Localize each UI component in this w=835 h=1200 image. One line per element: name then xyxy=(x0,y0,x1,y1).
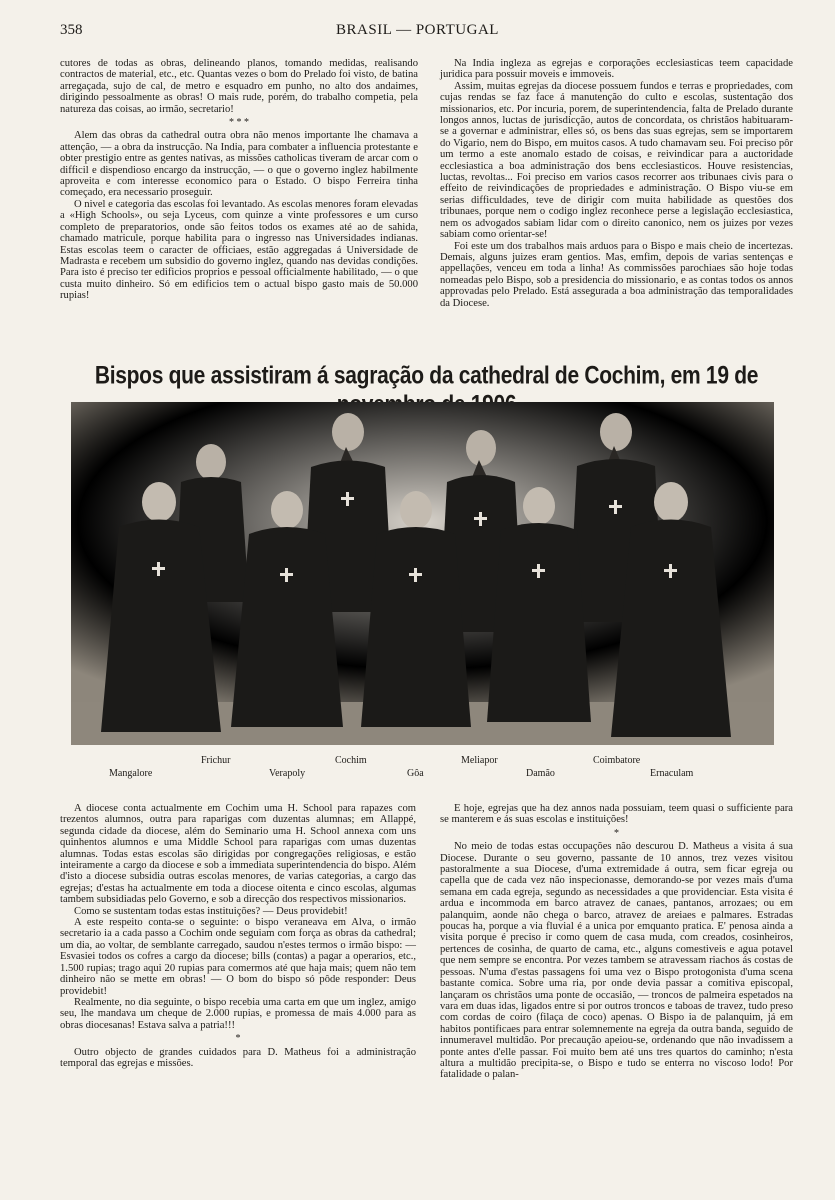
bishops-photo-illustration xyxy=(71,402,774,745)
paragraph: Assim, muitas egrejas da diocese possuem fundos e terras e propriedades, com cujas rendas se faz face á manutenção do culto e escolas, sustentação dos missionarios, etc. Por incuria, porem, de superintendencia, falta de Prelado durante longos annos, luctas de jurisdicção, autos de concordata, os christãos habituaram-se a governar e administrar, elles só, os bens das suas egrejas, sem se importarem do Vigario, nem do Bispo, em muitos casos. A tudo chamavam seu. Foi preciso pôr um termo a este anomalo estado de coisas, e reivindicar para a auctoridade ecclesiastica a boa administração dos bens ecclesiasticos. Houve resistencias, luctas, revoltas... Foi preciso em varios casos recorrer aos tribunaes civis para o effeito de reivindicações de propriedades e administração. O Bispo viu-se em serias difficuldades, teve de dirigir com muita habilidade as questões dos tribunaes, porque nem o codigo inglez reconhece perse a legislação ecclesiastica, nem os advogados sabiam lidar com o direito canonico, nem os juizes por vezes sabiam como orientar-se! xyxy=(440,80,793,241)
photo-captions xyxy=(71,755,774,785)
column-bottom-right xyxy=(440,803,793,1081)
caption-coimbatore: Coimbatore xyxy=(593,755,641,766)
photo-title: Bispos que assistiram á sagração da cathedral de Cochim, em 19 de xyxy=(94,362,759,390)
caption-verapoly: Verapoly xyxy=(269,768,306,779)
paragraph: Foi este um dos trabalhos mais arduos para o Bispo e mais cheio de incertezas. Demais, alguns juizes eram gentios. Mas, emfim, depois de varias sentenças e appellações, venceu em toda a linha! As commissões parochiaes são hoje todas nomeadas pelo Bispo, sob a presidencia do missionario, e as contas todos os annos approvadas pelo Prelado. Está assegurada a boa administração das temporalidades da Diocese. xyxy=(440,240,793,309)
column-top-left xyxy=(60,58,418,302)
paragraph: Alem das obras da cathedral outra obra não menos importante lhe chamava a attenção, — a obra da instrucção. Na India, para combater a influencia protestante e obter prestigio entre as gentes nativas, as missões catholicas tiveram de arcar com o difficil e dispendioso encargo da instrucção, — o que o governo inglez habilmente aproveita e com interesse economico para o Estado. O bispo Ferreira tinha começado, era necessario proseguir. xyxy=(60,130,418,199)
running-title: BRASIL — PORTUGAL xyxy=(336,22,499,38)
caption-ernaculam: Ernaculam xyxy=(650,768,694,779)
paragraph: cutores de todas as obras, delineando planos, tomando medidas, realisando contractos de material, etc., etc. Quantas vezes o bom do Prelado foi visto, de batina arregaçada, sujo de cal, de metro e esquadro em punho, no alto dos andaimes, dirigindo pessoalmente as obras! O mais rude, porém, do trabalho competia, pela natureza das coisas, ao irmão, secretario! xyxy=(60,58,418,115)
caption-cochim: Cochim xyxy=(335,755,367,766)
group-photograph xyxy=(71,402,774,745)
section-separator: * xyxy=(235,1033,241,1045)
column-top-right xyxy=(440,58,793,309)
page-number: 358 xyxy=(60,22,83,38)
caption-damao: Damão xyxy=(526,768,555,779)
caption-frichur: Frichur xyxy=(201,755,231,766)
section-separator: * * * xyxy=(229,117,249,129)
paragraph: A este respeito conta-se o seguinte: o bispo veraneava em Alva, o irmão secretario ia a cada passo a Cochim onde seguiam com força as obras da cathedral; um dia, ao voltar, de semblante carregado, saudou n'estes termos o irmão bispo: — Esvasiei todos os cofres a cargo da diocese; bills (contas) a pagar a operarios, etc., 1.500 rupias; trago aqui 20 rupias para comermos até que haja mais; quem não tem dinheiro não se mette em obras! — O bom do bispo só pôde responder: Deus providebit! xyxy=(60,917,416,997)
paragraph: Realmente, no dia seguinte, o bispo recebia uma carta em que um inglez, amigo seu, lhe mandava um cheque de 2.000 rupias, e promessa de mais 4.000 para as obras diocesanas! Estava salva a patria!!! xyxy=(60,996,416,1031)
paragraph: E hoje, egrejas que ha dez annos nada possuiam, teem quasi o sufficiente para se manterem e ás suas escolas e instituições! xyxy=(440,803,793,826)
paragraph: No meio de todas estas occupações não descurou D. Matheus a visita á sua Diocese. Durante o seu governo, passante de 10 annos, trez vezes visitou pastoralmente a sua Diocese, d'uma extremidade á outra, sem ficar egreja ou capella que de cada vez não inspecionasse, demorando-se por vezes mais d'uma semana em cada egreja, segundo as necessidades a que providenciar. Esta visita é ardua e incommoda em barco atravez de canaes, pantanos, arrozaes; ou em palanquim, aonde não chega o barco, atravez de areiaes e palmares. Estradas poucas ha, porque a via fluvial é a unica por emquanto pratica. E' penosa ainda a visita porque é preciso ir como quem de casa muda, com creados, cosinheiros, pertences de cosinha, de quarto de cama, etc., alguns comestiveis e agua potavel que nem sempre se encontra. Por vezes tambem se atravessam riachos ás costas de pessoas. N'uma d'estas passagens foi uma vez o Bispo protogonista d'uma scena bastante comica. Sobre uma ria, por onde devia passar a comitiva episcopal, lançaram os christãos uma ponte de occasião, — troncos de palmeira espetados na vara em duas idas, ligados entre si por outros troncos e taboas de travez, tudo preso com cordas de coiro (filaça de coco) apenas. O Bispo ia de palanquim, já em habitos pontificaes para entrar solemnemente na egreja da outra banda, seguido de innumeravel multidão. Por precaução apeiou-se, ordenando que não invadissem a ponte antes d'elle passar. Foi muito bem até uns tres quartos do caminho; n'esta altura a multidão precipita-se, o Bispo e tudo se enterra no viscoso lodo! Por fatalidade o palan- xyxy=(440,841,793,1081)
caption-mangalore: Mangalore xyxy=(109,768,153,779)
caption-meliapor: Meliapor xyxy=(461,755,498,766)
paragraph: A diocese conta actualmente em Cochim uma H. School para rapazes com trezentos alumnos, outra para raparigas com duzentas alumnas; em Allappé, segunda cidade da diocese, além do Seminario uma H. School annexa com uns quinhentos alumnos e uma Middle School para raparigas com umas duzentas alumnas. Todas estas escolas são dirigidas por congregações religiosas, e estão inteiramente a cargo da diocese e sob a immediata superintendencia do bispo. Além d'isto a diocese subsidia outras escolas menores, de varias categorias, a cargo das egrejas; d'estas ha actualmente em toda a diocese oitenta e cinco escolas, algumas tambem subsidiadas pelo Governo, e sob a direcção dos respectivos missionarios. xyxy=(60,803,416,906)
paragraph: Na India ingleza as egrejas e corporações ecclesiasticas teem capacidade juridica para possuir moveis e immoveis. xyxy=(440,58,793,81)
section-separator: * xyxy=(614,827,619,839)
caption-goa: Gôa xyxy=(407,768,424,779)
paragraph: Outro objecto de grandes cuidados para D. Matheus foi a administração temporal das egrejas e missões. xyxy=(60,1046,416,1069)
paragraph: Como se sustentam todas estas instituições? — Deus providebit! xyxy=(74,905,348,917)
paragraph: O nivel e categoria das escolas foi levantado. As escolas menores foram elevadas a «High Schools», ou seja Lyceus, com quinze a vinte professores e um curso completo de preparatorios, onde são feitos todos os exames até ao de sahida, chamado matricule, porque habilita para o ingresso nas Universidades indianas. Estas escolas teem o caracter de officiaes, estão aggregadas á Universidade de Madrasta e recebem um subsidio do governo inglez, quando nas devidas condições. Para isto é preciso ter edificios proprios e pessoal officialmente habilitado, — o que custa muito dinheiro. Só em edificios tem o actual bispo gasto mais de 50.000 rupias! xyxy=(60,198,418,302)
column-bottom-left xyxy=(60,803,416,1069)
